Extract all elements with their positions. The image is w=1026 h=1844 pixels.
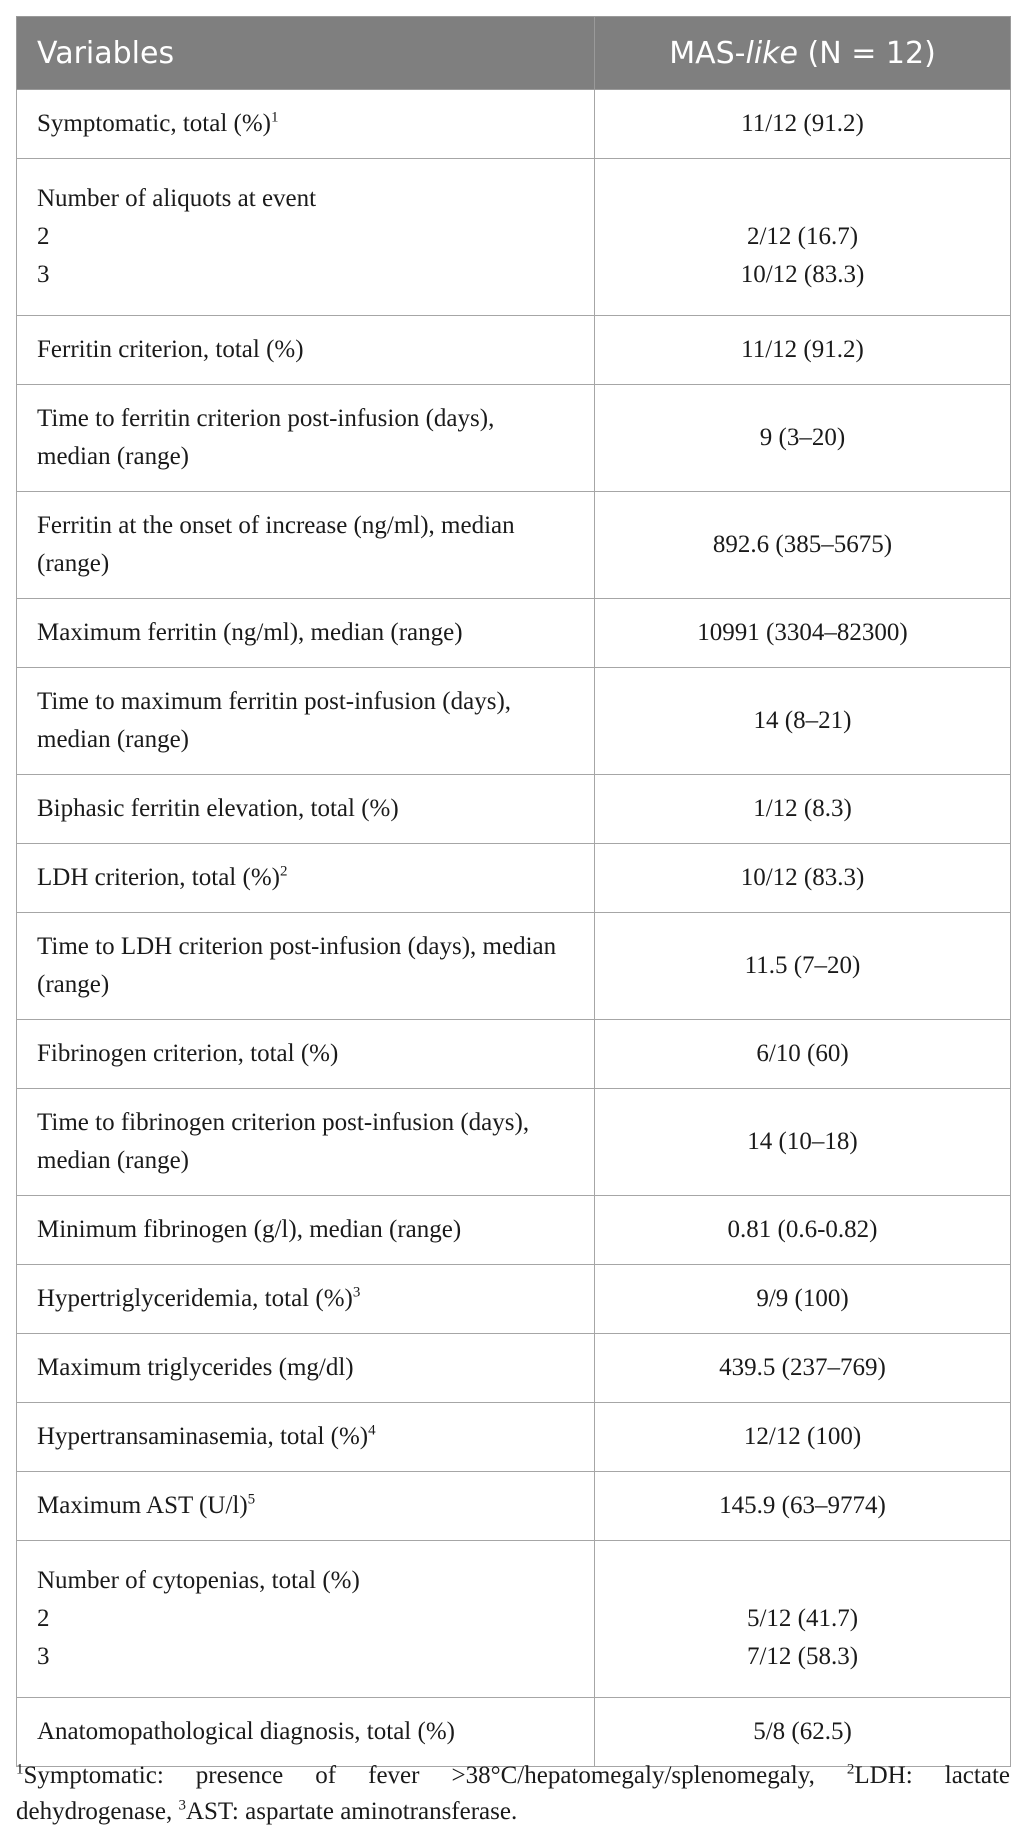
row-value: 2/12 (16.7) 10/12 (83.3) [595, 159, 1011, 316]
row-value: 439.5 (237–769) [595, 1334, 1011, 1403]
row-value: 14 (8–21) [595, 668, 1011, 775]
row-label: Number of cytopenias, total (%) 2 3 [17, 1541, 595, 1698]
table-container [16, 16, 1010, 1767]
row-label: Minimum fibrinogen (g/l), median (range) [17, 1196, 595, 1265]
row-label: Number of aliquots at event 2 3 [17, 159, 595, 316]
table-row [17, 844, 1011, 913]
table-row [17, 90, 1011, 159]
row-value: 5/12 (41.7) 7/12 (58.3) [595, 1541, 1011, 1698]
row-value: 892.6 (385–5675) [595, 492, 1011, 599]
row-label: Anatomopathological diagnosis, total (%) [17, 1698, 595, 1767]
table-row [17, 913, 1011, 1020]
row-label: Time to maximum ferritin post-infusion (days), median (range) [17, 668, 595, 775]
row-label: Time to ferritin criterion post-infusion (days), median (range) [17, 385, 595, 492]
row-value: 9 (3–20) [595, 385, 1011, 492]
table-row [17, 1472, 1011, 1541]
row-label: Maximum AST $(U/l)^5$ [17, 1472, 595, 1541]
table-row [17, 668, 1011, 775]
table-row [17, 1265, 1011, 1334]
row-label: Ferritin criterion, total (%) [17, 316, 595, 385]
row-value: 11/12 (91.2) [595, 90, 1011, 159]
row-label: Ferritin at the onset of increase (ng/ml), median (range) [17, 492, 595, 599]
row-label: Maximum ferritin (ng/ml), median (range) [17, 599, 595, 668]
row-label: Time to fibrinogen criterion post-infusion (days), median (range) [17, 1089, 595, 1196]
row-value: 1/12 (8.3) [595, 775, 1011, 844]
results-table [16, 16, 1011, 1767]
table-row [17, 492, 1011, 599]
row-value: 14 (10–18) [595, 1089, 1011, 1196]
table-row [17, 1196, 1011, 1265]
table-row [17, 1020, 1011, 1089]
row-label: Fibrinogen criterion, total (%) [17, 1020, 595, 1089]
table-row [17, 775, 1011, 844]
row-label: Maximum triglycerides (mg/dl) [17, 1334, 595, 1403]
row-value: 10991 (3304–82300) [595, 599, 1011, 668]
row-value: 12/12 (100) [595, 1403, 1011, 1472]
header-group: MAS-like (N = 12) [595, 17, 1011, 90]
table-row [17, 1334, 1011, 1403]
row-value: 145.9 (63–9774) [595, 1472, 1011, 1541]
table-row [17, 159, 1011, 316]
row-value: 9/9 (100) [595, 1265, 1011, 1334]
table-row [17, 1403, 1011, 1472]
row-value: 6/10 (60) [595, 1020, 1011, 1089]
row-label: Time to LDH criterion post-infusion (days), median (range) [17, 913, 595, 1020]
row-value: 11/12 (91.2) [595, 316, 1011, 385]
row-value: 0.81 (0.6-0.82) [595, 1196, 1011, 1265]
table-footnote: $^1$Symptomatic: presence of fever >38°C/hepatomegaly/splenomegaly, $^2$LDH: lactate dehydrogenase, $^3$AST: aspartate aminotransferase. [16, 1761, 1010, 1825]
row-value: 11.5 (7–20) [595, 913, 1011, 1020]
table-row [17, 385, 1011, 492]
row-label: Hypertransaminasemia, total (%)$^4$ [17, 1403, 595, 1472]
row-value: 5/8 (62.5) [595, 1698, 1011, 1767]
table-row [17, 599, 1011, 668]
row-label: Biphasic ferritin elevation, total (%) [17, 775, 595, 844]
row-label: Symptomatic, total (%)$^1$ [17, 90, 595, 159]
row-label: Hypertriglyceridemia, total (%)$^3$ [17, 1265, 595, 1334]
header-variables: Variables [17, 17, 595, 90]
table-row [17, 1698, 1011, 1767]
row-value: 10/12 (83.3) [595, 844, 1011, 913]
row-label: LDH criterion, total (%)$^2$ [17, 844, 595, 913]
table-row [17, 1089, 1011, 1196]
table-row [17, 1541, 1011, 1698]
header-row [17, 17, 1011, 90]
table-row [17, 316, 1011, 385]
